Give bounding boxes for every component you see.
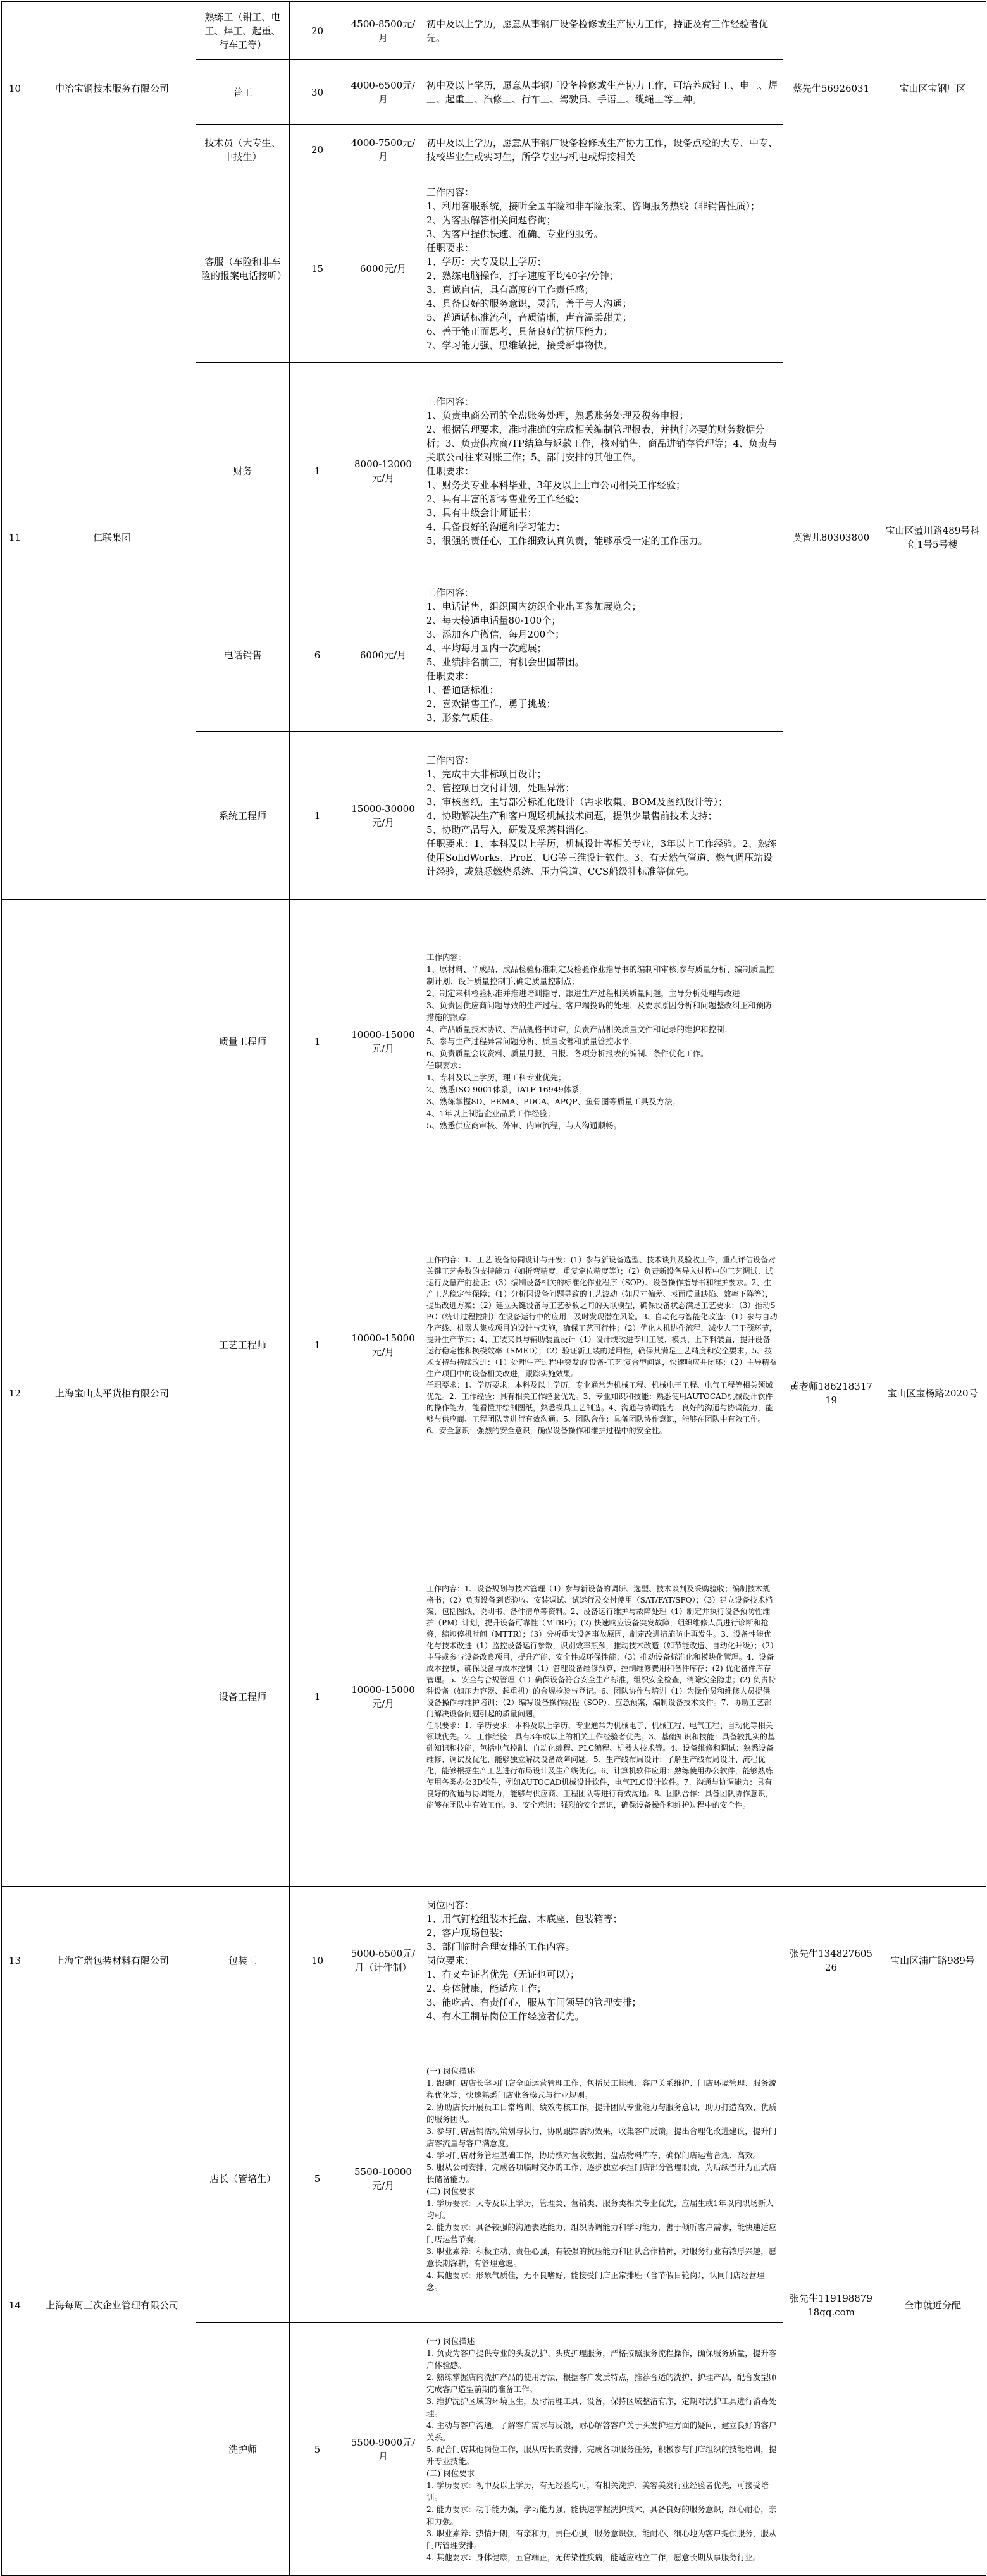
job-description: 初中及以上学历，愿意从事钢厂设备检修或生产协力工作，持证及有工作经验者优先。 — [421, 2, 783, 60]
job-description: 工作内容： 1、负责电商公司的全盘账务处理，熟悉账务处理及税务申报； 2、根据管理要求，准时准确的完成相关编制管理报表，并执行必要的财务数据分析；3、负责供应商/TP结算与返款工作，核对销售，商品进销存管理等；4、负责与关联公司往来对账工作；5、部门安排的其他工作。 任职要求： 1、财务类专业本科毕业，3年及以上上市公司相关工作经验； 2、具有丰富的新零售业务工作经验； 3、具有中级会计师证书； 4、具备良好的沟通和学习能力； 5、很强的责任心，工作细致认真负责，能够承受一定的工作压力。 — [421, 363, 783, 579]
address: 宝山区浦广路989号 — [879, 1887, 986, 2035]
headcount: 5 — [290, 2323, 345, 2576]
contact: 黄老师18621831719 — [783, 900, 879, 1887]
table-row — [2, 175, 986, 363]
headcount: 1 — [290, 363, 345, 579]
headcount: 1 — [290, 900, 345, 1183]
job-title: 财务 — [196, 363, 290, 579]
address: 全市就近分配 — [879, 2035, 986, 2576]
headcount: 1 — [290, 1507, 345, 1887]
job-description: 初中及以上学历，愿意从事钢厂设备检修或生产协力工作，可培养成钳工、电工、焊工、起重工、汽修工、行车工、驾驶员、手语工、缆绳工等工种。 — [421, 60, 783, 125]
headcount: 15 — [290, 175, 345, 363]
job-description: 工作内容： 1、原材料、半成品、成品检验标准制定及检验作业指导书的编制和审核,参与质量分析、编制质量控制计划、设计质量控制手,确定质量控制点； 2、制定来料检验标准并推进培训指导，跟进生产过程相关质量问题，主导分析处理与改进； 3、负责因供应商问题导致的生产过程、客户端投诉的处理、及要求原因分析和问题整改纠正和预防措施的跟踪； 4、产品质量技术协议、产品规格书评审，负责产品相关质量文件和记录的维护和控制； 5、参与生产过程异常问题分析、质量改善和质量管控水平； 6、负责质量会议资料、质量月报、日报、各项分析报表的编制、条件优化工作。 任职要求： 1、专科及以上学历，理工科专业优先； 2、熟悉ISO 9001体系，IATF 16949体系； 3、熟练掌握8D、FEMA、PDCA、APQP、鱼骨图等质量工具及方法； 4、1年以上制造企业品质工作经验； 5、熟悉供应商审核、外审、内审流程，与人沟通顺畅。 — [421, 900, 783, 1183]
headcount: 20 — [290, 2, 345, 60]
salary: 8000-12000元/月 — [345, 363, 421, 579]
job-title: 洗护师 — [196, 2323, 290, 2576]
company-name: 仁联集团 — [28, 175, 196, 900]
contact: 蔡先生56926031 — [783, 2, 879, 175]
table-row — [2, 900, 986, 1183]
salary: 10000-15000元/月 — [345, 1183, 421, 1507]
headcount: 10 — [290, 1887, 345, 2035]
salary: 4000-7500元/月 — [345, 125, 421, 175]
row-number: 10 — [2, 2, 28, 175]
table-row — [2, 2, 986, 60]
job-description: 岗位内容： 1、用气钉枪组装木托盘、木底座、包装箱等； 2、客户现场包装； 3、部门临时合理安排的工作内容。 岗位要求： 1、有叉车证者优先（无证也可以）； 2、身体健康，能适应工作； 3、能吃苦、有责任心，服从车间领导的管理安排； 4、有木工制品岗位工作经验者优先。 — [421, 1887, 783, 2035]
job-description: 工作内容： 1、电话销售，组织国内纺织企业出国参加展览会； 2、每天接通电话量80-100个； 3、添加客户微信，每月200个； 4、平均每月国内一次跑展； 5、业绩排名前三，有机会出国带团。 任职要求： 1、普通话标准； 2、喜欢销售工作，勇于挑战； 3、形象气质佳。 — [421, 579, 783, 732]
company-name: 上海每周三次企业管理有限公司 — [28, 2035, 196, 2576]
headcount: 5 — [290, 2035, 345, 2323]
row-number: 11 — [2, 175, 28, 900]
job-description: 初中及以上学历，愿意从事钢厂设备检修或生产协力工作，设备点检的大专、中专、技校毕业生或实习生，所学专业与机电或焊接相关 — [421, 125, 783, 175]
job-title: 质量工程师 — [196, 900, 290, 1183]
job-description: (一) 岗位描述 1. 跟随门店店长学习门店全面运营管理工作，包括员工排班、客户关系维护、门店环境管理、服务流程优化等，快速熟悉门店业务模式与行业规则。 2. 协助店长开展员工日常培训、绩效考核工作，提升团队专业能力与服务意识，助力打造高效、优质的服务团队。 3. 参与门店营销活动策划与执行，协助跟踪活动效果，收集客户反馈，提出合理化改进建议，提升门店客流量与客户满意度。 4. 学习门店财务管理基础工作，协助核对营收数据、盘点物料库存，确保门店运营合规、高效。 5. 服从公司安排，完成各项临时交办的工作，逐步独立承担门店部分管理职责，为后续晋升为正式店长储备能力。 (二) 岗位要求 1. 学历要求：大专及以上学历，管理类、营销类、服务类相关专业优先，应届生或1年以内职场新人均可。 2. 能力要求：具备较强的沟通表达能力，组织协调能力和学习能力，善于倾听客户需求，能快速适应门店运营节奏。 3. 职业素养：积极主动、责任心强，有较强的抗压能力和团队合作精神，对服务行业有浓厚兴趣，愿意长期深耕，有管理意愿。 4. 其他要求：形象气质佳，无不良嗜好，能接受门店正常排班（含节假日轮岗），认同门店经营理念。 — [421, 2035, 783, 2323]
job-description: (一) 岗位描述 1. 负责为客户提供专业的头发洗护、头皮护理服务，严格按照服务流程操作，确保服务质量，提升客户体验感。 2. 熟练掌握店内洗护产品的使用方法，根据客户发质特点，推荐合适的洗护、护理产品，配合发型师完成客户造型前期的准备工作。 3. 维护洗护区域的环境卫生，及时清理工具、设备，保持区域整洁有序，定期对洗护工具进行消毒处理。 4. 主动与客户沟通，了解客户需求与反馈，耐心解答客户关于头发护理方面的疑问，建立良好的客户关系。 5. 配合门店其他岗位工作，服从店长的安排，完成各项服务任务，积极参与门店组织的技能培训，提升专业技能。 (二) 岗位要求 1. 学历要求：初中及以上学历，有无经验均可，有相关洗护、美容美发行业经验者优先，可接受培训。 2. 能力要求：动手能力强，学习能力强，能快速掌握洗护技术，具备良好的服务意识，细心耐心，亲和力强。 3. 职业素养：热情开朗，有亲和力，责任心强，服务意识强，能耐心、细心地为客户提供服务，服从门店管理安排。 4. 其他要求：身体健康，五官端正，无传染性疾病，能适应站立工作，愿意长期从事服务行业。 — [421, 2323, 783, 2576]
contact: 张先生11919887918qq.com — [783, 2035, 879, 2576]
contact: 莫智儿80303800 — [783, 175, 879, 900]
job-title: 包装工 — [196, 1887, 290, 2035]
company-name: 上海宝山太平货柜有限公司 — [28, 900, 196, 1887]
job-title: 电话销售 — [196, 579, 290, 732]
salary: 10000-15000元/月 — [345, 900, 421, 1183]
salary: 6000元/月 — [345, 579, 421, 732]
row-number: 12 — [2, 900, 28, 1887]
table-row — [2, 1887, 986, 2035]
salary: 4000-6500元/月 — [345, 60, 421, 125]
headcount: 1 — [290, 1183, 345, 1507]
job-title: 客服（车险和非车险的报案电话接听） — [196, 175, 290, 363]
salary: 4500-8500元/月 — [345, 2, 421, 60]
job-description: 工作内容：1、设备规划与技术管理（1）参与新设备的调研、选型、技术谈判及采购验收；编制技术规格书；（2）负责设备到货验收、安装调试、试运行及交付使用（SAT/FAT/SFQ）；（3）建立设备技术档案，包括图纸、说明书、备件清单等资料。2、设备运行维护与故障处理（1）制定并执行设备预防性维护（PM）计划，提升设备可靠性（MTBF）；(2) 快速响应设备突发故障，组织维修人员进行诊断和抢修，缩短停机时间（MTTR）；（3）分析重大设备事故原因，制定改进措施防止再发生。3、设备性能优化与技术改进（1）监控设备运行参数，识别效率瓶颈，推动技术改造（如节能改造、自动化升级）；（2）主导或参与设备改良项目，提升产能、安全性或环保性能；（3）推动设备标准化和模块化管理。4、设备成本控制，确保设备与成本控制（1）管理设备维修预算，控制维修费用和备件库存；(2) 优化备件库存管理。5、安全与合规管理（1）确保设备符合安全生产标准，组织安全检查，消除安全隐患；(2) 负责特种设备（如压力容器、起重机）的合规检验与登记。6、团队协作与培训（1）为操作员和维修人员提供设备操作与维护培训；（2）编写设备操作规程（SOP）、应急预案，编制设备技术文件。7、协助工艺部门解决设备问题引起的质量问题。 任职要求：1、学历要求：本科及以上学历，专业通常为机械电子、机械工程、电气工程、自动化等相关领域优先。2、工作经验：具有3年或以上的相关工作经验者优先。3、基础知识和技能：具备较扎实的基础知识和技能，包括电气控制、自动化编程、PLC编程、机器人技术等。4、设备维修和调试：熟悉设备维修、调试及优化，能够独立解决设备故障问题。5、生产线布局设计：了解生产线布局设计、流程优化，能够根据生产工艺进行布局设计及生产线优化。6、计算机软件应用：熟练使用办公软件，能够熟练使用各类办公3D软件，例如AUTOCAD机械设计软件，电气PLC设计软件。7、沟通与协调能力：具有良好的沟通与协调能力，能够与供应商、工程团队等进行有效沟通。8、团队合作：具备团队协作意识，能够在团队中有效工作。9、安全意识：强烈的安全意识，确保设备操作和维护过程中的安全性。 — [421, 1507, 783, 1887]
job-title: 普工 — [196, 60, 290, 125]
address: 宝山区蕰川路489号科创1号5号楼 — [879, 175, 986, 900]
company-name: 中冶宝钢技术服务有限公司 — [28, 2, 196, 175]
row-number: 14 — [2, 2035, 28, 2576]
salary: 5500-9000元/月 — [345, 2323, 421, 2576]
job-title: 店长（管培生） — [196, 2035, 290, 2323]
job-title: 熟练工（钳工、电工、焊工、起重、行车工等） — [196, 2, 290, 60]
salary: 5500-10000元/月 — [345, 2035, 421, 2323]
headcount: 30 — [290, 60, 345, 125]
job-title: 系统工程师 — [196, 732, 290, 900]
headcount: 1 — [290, 732, 345, 900]
job-description: 工作内容： 1、利用客服系统，接听全国车险和非车险报案、咨询服务热线（非销售性质）； 2、为客服解答相关问题咨询； 3、为客户提供快速、准确、专业的服务。 任职要求： 1、学历：大专及以上学历； 2、熟练电脑操作，打字速度平均40字/分钟； 3、真诚自信，具有高度的工作责任感； 4、具备良好的服务意识，灵活，善于与人沟通； 5、普通话标准流利，音质清晰，声音温柔甜美； 6、善于能正面思考，具备良好的抗压能力； 7、学习能力强，思维敏捷，接受新事物快。 — [421, 175, 783, 363]
headcount: 20 — [290, 125, 345, 175]
salary: 6000元/月 — [345, 175, 421, 363]
row-number: 13 — [2, 1887, 28, 2035]
job-title: 设备工程师 — [196, 1507, 290, 1887]
job-description: 工作内容： 1、完成中大非标项目设计； 2、管控项目交付计划，处理异常； 3、审核图纸，主导部分标准化设计（需求收集、BOM及图纸设计等）； 4、协助解决生产和客户现场机械技术问题，提供少量售前技术支持； 5、协助产品导入，研发及采蒸料消化。 任职要求：1、本科及以上学历，机械设计等相关专业，3年以上工作经验。2、熟练使用SolidWorks、ProE、UG等三维设计软件。3、有天然气管道、燃气调压站设计经验，或熟悉燃烧系统、压力管道、CCS船级社标准等优先。 — [421, 732, 783, 900]
job-description: 工作内容：1、工艺-设备协同设计与开发：(1）参与新设备选型、技术谈判及验收工作，重点评估设备对关键工艺参数的支持能力（如折弯精度、重复定位精度等）；（2）负责新设备导入过程中的工艺调试、试运行及量产前验证；（3）编制设备相关的标准化作业程序（SOP）、设备操作指导书和维护要求。2、生产工艺稳定性保障：（1）分析因设备问题导致的工艺波动（如尺寸偏差、表面质量缺陷、效率下降等），提出改进方案；（2）建立关键设备与工艺参数之间的关联模型，确保设备状态满足工艺要求；（3）推动SPC（统计过程控制）在设备运行中的应用，及时发现潜在风险。3、自动化与智能化改造：（1）参与自动化产线、机器人集成项目的设计与实施，确保工艺可行性；（2）优化人机协作流程，减少人工干预环节，提升生产节拍；4、工装夹具与辅助装置设计（1）设计或改进专用工装、模具、上下料装置，提升设备运行稳定性和换模效率（SMED）；（2）验证新工装的适用性，确保其满足工艺精度和安全要求。5、技术支持与持续改进：（1）处理生产过程中突发的'设备-工艺'复合型问题，快速响应并闭环；（2）主导精益生产项目中的设备相关改进，跟踪实施效果。 任职要求：1、学历要求：本科及以上学历，专业通常为机械工程、机械电子工程、电气工程等相关领域优先。2、工作经验：具有相关工作经验优先。3、专业知识和技能：熟悉使用AUTOCAD机械设计软件的操作能力，能看懂并绘制图纸，熟悉模具工艺制造。4、沟通与协调能力：良好的沟通与协调能力，能够与供应商、工程团队等进行有效沟通。5、团队合作：具备团队协作意识，能够在团队中有效工作。6、安全意识：强烈的安全意识，确保设备操作和维护过程中的安全性。 — [421, 1183, 783, 1507]
salary: 15000-30000元/月 — [345, 732, 421, 900]
table-row — [2, 2035, 986, 2323]
address: 宝山区宝钢厂区 — [879, 2, 986, 175]
headcount: 6 — [290, 579, 345, 732]
salary: 10000-15000元/月 — [345, 1507, 421, 1887]
address: 宝山区宝杨路2020号 — [879, 900, 986, 1887]
table-body — [2, 2, 986, 2576]
contact: 张先生13482760526 — [783, 1887, 879, 2035]
job-listing-table — [1, 1, 986, 2576]
job-title: 工艺工程师 — [196, 1183, 290, 1507]
job-title: 技术员（大专生、中技生） — [196, 125, 290, 175]
salary: 5000-6500元/月（计件制） — [345, 1887, 421, 2035]
company-name: 上海宇瑞包装材料有限公司 — [28, 1887, 196, 2035]
